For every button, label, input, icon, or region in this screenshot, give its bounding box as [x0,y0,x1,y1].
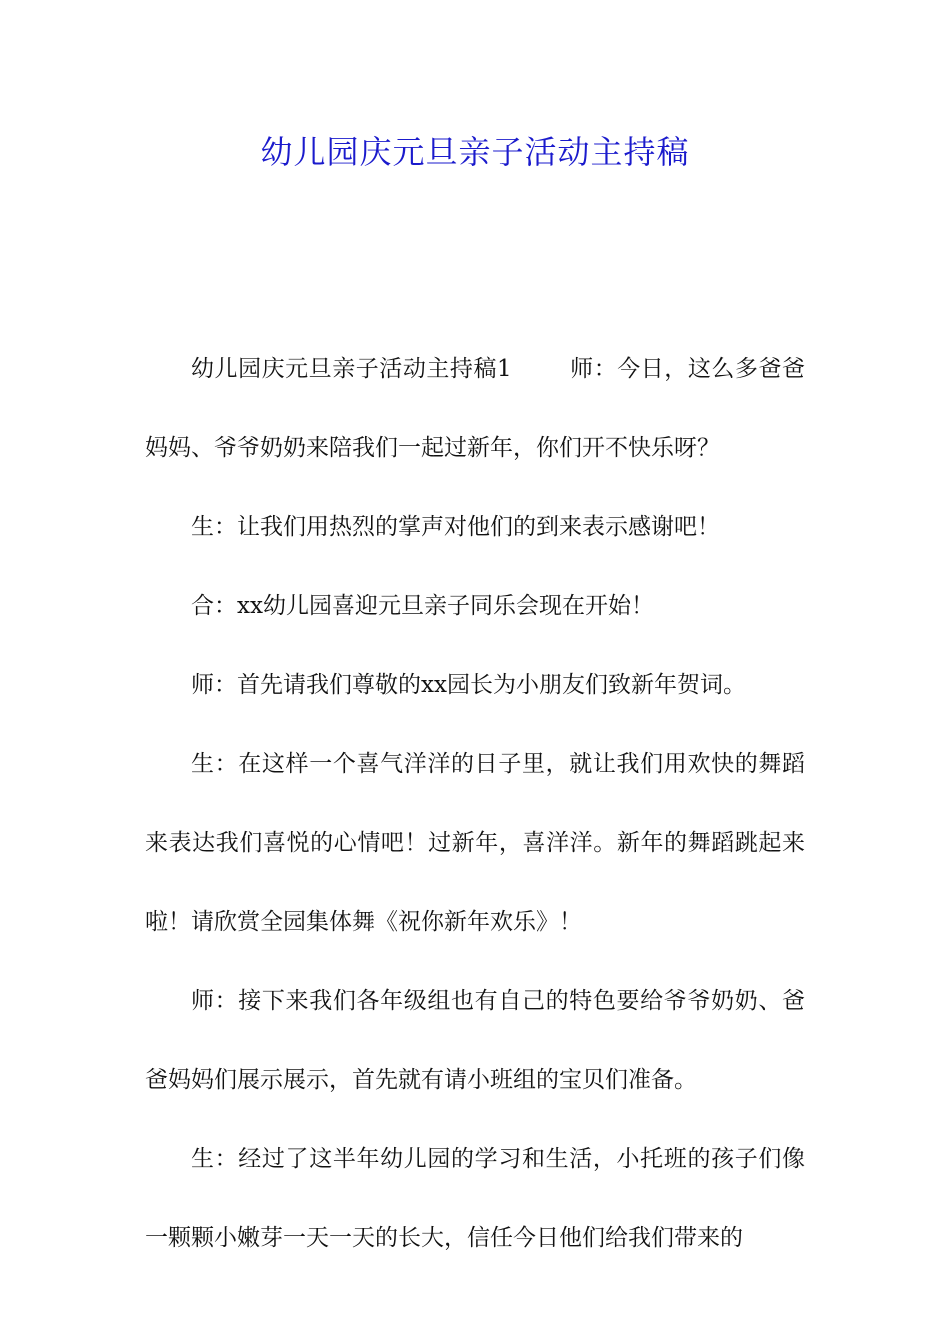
paragraph-3: 合：xx幼儿园喜迎元旦亲子同乐会现在开始！ [191,593,654,619]
paragraph-6: 师：接下来我们各年级组也有自己的特色要给爷爷奶奶、爸爸妈妈们展示展示，首先就有请小班组的宝贝们准备。 [145,988,805,1093]
document-body [145,330,805,1278]
paragraph-7: 生：经过了这半年幼儿园的学习和生活，小托班的孩子们像一颗颗小嫩芽一天一天的长大，信任今日他们给我们带来的 [145,1146,805,1251]
document-title: 幼儿园庆元旦亲子活动主持稿 [260,133,690,171]
script-heading: 幼儿园庆元旦亲子活动主持稿1 [191,356,512,382]
paragraph-2: 生：让我们用热烈的掌声对他们的到来表示感谢吧！ [191,514,720,540]
paragraph-4: 师：首先请我们尊敬的xx园长为小朋友们致新年贺词。 [191,672,746,698]
paragraph-1-text: 师：今日，这么多爸爸妈妈、爷爷奶奶来陪我们一起过新年，你们开不快乐呀？ [145,356,805,461]
paragraph-1 [145,330,805,488]
paragraph-5: 生：在这样一个喜气洋洋的日子里，就让我们用欢快的舞蹈来表达我们喜悦的心情吧！过新年，喜洋洋。新年的舞蹈跳起来啦！请欣赏全园集体舞《祝你新年欢乐》！ [145,751,805,935]
